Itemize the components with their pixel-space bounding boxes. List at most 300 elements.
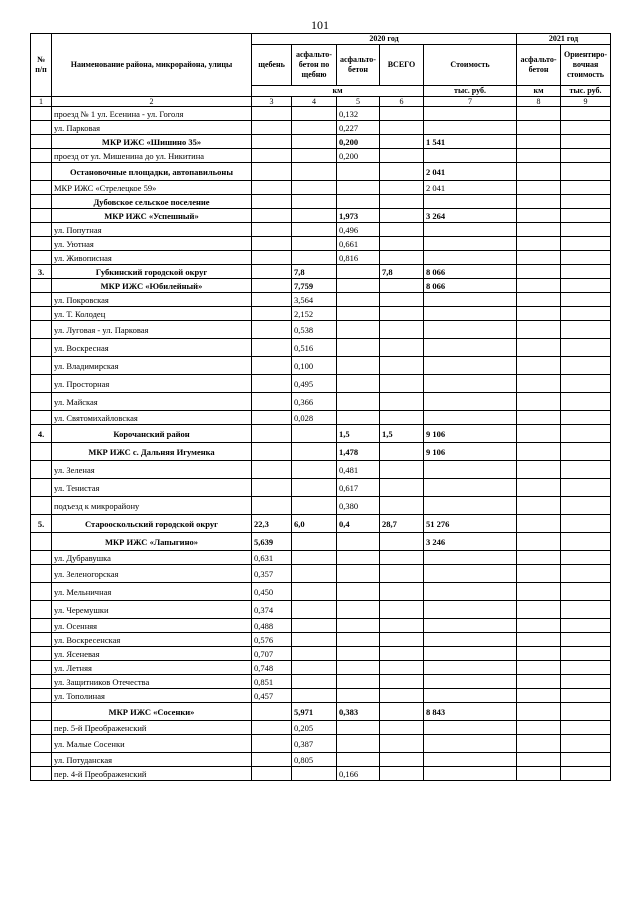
asph-gravel-km bbox=[292, 565, 337, 583]
asph-km: 0,617 bbox=[337, 479, 380, 497]
cost-value bbox=[424, 497, 517, 515]
est-cost-value bbox=[561, 321, 611, 339]
header-year-2021: 2021 год bbox=[517, 34, 611, 45]
asph-gravel-km: 0,387 bbox=[292, 735, 337, 753]
gravel-km bbox=[252, 279, 292, 293]
row-number bbox=[31, 135, 52, 149]
asph-km bbox=[337, 181, 380, 195]
asph-km bbox=[337, 533, 380, 551]
cost-value bbox=[424, 461, 517, 479]
header-col-total: ВСЕГО bbox=[380, 45, 424, 86]
asph-2021-km bbox=[517, 279, 561, 293]
est-cost-value bbox=[561, 223, 611, 237]
total-km bbox=[380, 121, 424, 135]
est-cost-value bbox=[561, 753, 611, 767]
row-number bbox=[31, 195, 52, 209]
est-cost-value bbox=[561, 675, 611, 689]
asph-2021-km bbox=[517, 251, 561, 265]
est-cost-value bbox=[561, 767, 611, 781]
asph-gravel-km bbox=[292, 479, 337, 497]
table-row bbox=[31, 583, 611, 601]
col-number: 6 bbox=[380, 97, 424, 107]
gravel-km bbox=[252, 237, 292, 251]
total-km bbox=[380, 209, 424, 223]
cost-value bbox=[424, 479, 517, 497]
table-row bbox=[31, 237, 611, 251]
asph-2021-km bbox=[517, 375, 561, 393]
asph-2021-km bbox=[517, 357, 561, 375]
asph-2021-km bbox=[517, 753, 561, 767]
asph-km bbox=[337, 279, 380, 293]
cost-value bbox=[424, 551, 517, 565]
est-cost-value bbox=[561, 583, 611, 601]
table-row bbox=[31, 703, 611, 721]
table-row bbox=[31, 339, 611, 357]
row-name: Дубовское сельское поселение bbox=[52, 195, 252, 209]
asph-km bbox=[337, 753, 380, 767]
asph-2021-km bbox=[517, 601, 561, 619]
asph-gravel-km: 7,8 bbox=[292, 265, 337, 279]
asph-2021-km bbox=[517, 209, 561, 223]
asph-2021-km bbox=[517, 647, 561, 661]
asph-2021-km bbox=[517, 583, 561, 601]
row-number bbox=[31, 647, 52, 661]
row-name: ул. Просторная bbox=[52, 375, 252, 393]
gravel-km: 0,576 bbox=[252, 633, 292, 647]
row-number bbox=[31, 565, 52, 583]
cost-value: 8 066 bbox=[424, 279, 517, 293]
asph-km bbox=[337, 411, 380, 425]
asph-gravel-km bbox=[292, 195, 337, 209]
cost-value: 3 246 bbox=[424, 533, 517, 551]
total-km: 7,8 bbox=[380, 265, 424, 279]
cost-value bbox=[424, 647, 517, 661]
row-number bbox=[31, 721, 52, 735]
est-cost-value bbox=[561, 411, 611, 425]
total-km bbox=[380, 411, 424, 425]
total-km bbox=[380, 633, 424, 647]
asph-km bbox=[337, 583, 380, 601]
gravel-km bbox=[252, 121, 292, 135]
asph-gravel-km bbox=[292, 149, 337, 163]
table-row bbox=[31, 181, 611, 195]
total-km bbox=[380, 753, 424, 767]
table-row bbox=[31, 735, 611, 753]
asph-2021-km bbox=[517, 619, 561, 633]
total-km bbox=[380, 533, 424, 551]
est-cost-value bbox=[561, 107, 611, 121]
row-number bbox=[31, 375, 52, 393]
asph-2021-km bbox=[517, 163, 561, 181]
row-number bbox=[31, 689, 52, 703]
cost-value bbox=[424, 121, 517, 135]
asph-gravel-km bbox=[292, 601, 337, 619]
asph-gravel-km bbox=[292, 533, 337, 551]
cost-value bbox=[424, 767, 517, 781]
asph-km bbox=[337, 321, 380, 339]
asph-km bbox=[337, 601, 380, 619]
table-row bbox=[31, 307, 611, 321]
row-name: МКР ИЖС «Юбилейный» bbox=[52, 279, 252, 293]
row-name: ул. Т. Колодец bbox=[52, 307, 252, 321]
gravel-km bbox=[252, 767, 292, 781]
total-km bbox=[380, 181, 424, 195]
asph-2021-km bbox=[517, 661, 561, 675]
cost-value bbox=[424, 107, 517, 121]
table-row bbox=[31, 107, 611, 121]
asph-2021-km bbox=[517, 479, 561, 497]
row-number: 5. bbox=[31, 515, 52, 533]
header-col-cost: Стоимость bbox=[424, 45, 517, 86]
est-cost-value bbox=[561, 735, 611, 753]
total-km bbox=[380, 583, 424, 601]
gravel-km bbox=[252, 357, 292, 375]
gravel-km bbox=[252, 339, 292, 357]
est-cost-value bbox=[561, 357, 611, 375]
gravel-km bbox=[252, 497, 292, 515]
total-km bbox=[380, 339, 424, 357]
cost-value: 2 041 bbox=[424, 163, 517, 181]
asph-gravel-km bbox=[292, 135, 337, 149]
est-cost-value bbox=[561, 307, 611, 321]
gravel-km bbox=[252, 265, 292, 279]
asph-2021-km bbox=[517, 443, 561, 461]
est-cost-value bbox=[561, 237, 611, 251]
row-number bbox=[31, 107, 52, 121]
col-number: 9 bbox=[561, 97, 611, 107]
asph-km bbox=[337, 619, 380, 633]
table-row bbox=[31, 265, 611, 279]
est-cost-value bbox=[561, 703, 611, 721]
header-unit-cost: тыс. руб. bbox=[424, 86, 517, 97]
row-name: ул. Воскресная bbox=[52, 339, 252, 357]
est-cost-value bbox=[561, 551, 611, 565]
est-cost-value bbox=[561, 633, 611, 647]
header-col-num: № п/п bbox=[31, 34, 52, 97]
asph-2021-km bbox=[517, 633, 561, 647]
row-name: ул. Малые Сосенки bbox=[52, 735, 252, 753]
row-name: Губкинский городской округ bbox=[52, 265, 252, 279]
asph-km: 1,478 bbox=[337, 443, 380, 461]
gravel-km bbox=[252, 411, 292, 425]
gravel-km: 22,3 bbox=[252, 515, 292, 533]
asph-2021-km bbox=[517, 307, 561, 321]
asph-km bbox=[337, 735, 380, 753]
row-number bbox=[31, 209, 52, 223]
row-name: МКР ИЖС «Шишино 35» bbox=[52, 135, 252, 149]
est-cost-value bbox=[561, 601, 611, 619]
gravel-km bbox=[252, 393, 292, 411]
asph-gravel-km bbox=[292, 689, 337, 703]
gravel-km bbox=[252, 223, 292, 237]
asph-2021-km bbox=[517, 425, 561, 443]
row-number bbox=[31, 551, 52, 565]
row-name: пер. 4-й Преображенский bbox=[52, 767, 252, 781]
est-cost-value bbox=[561, 497, 611, 515]
cost-value bbox=[424, 251, 517, 265]
row-name: ул. Воскресенская bbox=[52, 633, 252, 647]
asph-km: 0,4 bbox=[337, 515, 380, 533]
row-number bbox=[31, 767, 52, 781]
row-number bbox=[31, 443, 52, 461]
header-col-est-cost: Ориентиро-вочная стоимость bbox=[561, 45, 611, 86]
row-number bbox=[31, 163, 52, 181]
row-name: ул. Уютная bbox=[52, 237, 252, 251]
table-row bbox=[31, 121, 611, 135]
asph-gravel-km bbox=[292, 661, 337, 675]
asph-km: 0,816 bbox=[337, 251, 380, 265]
asph-gravel-km bbox=[292, 237, 337, 251]
cost-value: 9 106 bbox=[424, 443, 517, 461]
row-name: подъезд к микрорайону bbox=[52, 497, 252, 515]
asph-km bbox=[337, 375, 380, 393]
asph-gravel-km: 0,205 bbox=[292, 721, 337, 735]
table-row bbox=[31, 461, 611, 479]
gravel-km: 0,707 bbox=[252, 647, 292, 661]
row-name: Корочанский район bbox=[52, 425, 252, 443]
est-cost-value bbox=[561, 375, 611, 393]
row-number bbox=[31, 583, 52, 601]
asph-km bbox=[337, 689, 380, 703]
row-name: ул. Луговая - ул. Парковая bbox=[52, 321, 252, 339]
est-cost-value bbox=[561, 181, 611, 195]
gravel-km bbox=[252, 425, 292, 443]
table-row bbox=[31, 223, 611, 237]
total-km bbox=[380, 149, 424, 163]
table-row bbox=[31, 251, 611, 265]
gravel-km: 0,851 bbox=[252, 675, 292, 689]
row-name: ул. Майская bbox=[52, 393, 252, 411]
row-name: ул. Летняя bbox=[52, 661, 252, 675]
row-number bbox=[31, 497, 52, 515]
asph-2021-km bbox=[517, 107, 561, 121]
asph-gravel-km bbox=[292, 461, 337, 479]
asph-gravel-km: 0,028 bbox=[292, 411, 337, 425]
asph-2021-km bbox=[517, 721, 561, 735]
asph-gravel-km: 6,0 bbox=[292, 515, 337, 533]
table-row bbox=[31, 357, 611, 375]
asph-gravel-km bbox=[292, 675, 337, 689]
row-name: ул. Зеленогорская bbox=[52, 565, 252, 583]
gravel-km bbox=[252, 461, 292, 479]
asph-km bbox=[337, 661, 380, 675]
row-name: ул. Осенняя bbox=[52, 619, 252, 633]
asph-gravel-km: 3,564 bbox=[292, 293, 337, 307]
total-km bbox=[380, 689, 424, 703]
asph-km bbox=[337, 675, 380, 689]
asph-2021-km bbox=[517, 181, 561, 195]
gravel-km bbox=[252, 375, 292, 393]
row-number bbox=[31, 279, 52, 293]
asph-km bbox=[337, 565, 380, 583]
est-cost-value bbox=[561, 533, 611, 551]
asph-gravel-km: 0,538 bbox=[292, 321, 337, 339]
cost-value bbox=[424, 195, 517, 209]
table-row bbox=[31, 675, 611, 689]
row-name: Остановочные площадки, автопавильоны bbox=[52, 163, 252, 181]
asph-gravel-km: 7,759 bbox=[292, 279, 337, 293]
asph-km bbox=[337, 647, 380, 661]
total-km bbox=[380, 279, 424, 293]
table-row bbox=[31, 753, 611, 767]
est-cost-value bbox=[561, 251, 611, 265]
est-cost-value bbox=[561, 565, 611, 583]
asph-km bbox=[337, 633, 380, 647]
row-number bbox=[31, 223, 52, 237]
asph-km: 0,481 bbox=[337, 461, 380, 479]
gravel-km bbox=[252, 209, 292, 223]
row-name: ул. Потуданская bbox=[52, 753, 252, 767]
row-name: МКР ИЖС с. Дальняя Игуменка bbox=[52, 443, 252, 461]
total-km bbox=[380, 251, 424, 265]
cost-value bbox=[424, 375, 517, 393]
row-number bbox=[31, 479, 52, 497]
asph-km bbox=[337, 163, 380, 181]
asph-gravel-km bbox=[292, 551, 337, 565]
cost-value: 9 106 bbox=[424, 425, 517, 443]
asph-2021-km bbox=[517, 149, 561, 163]
asph-2021-km bbox=[517, 293, 561, 307]
table-row bbox=[31, 293, 611, 307]
cost-value: 3 264 bbox=[424, 209, 517, 223]
est-cost-value bbox=[561, 195, 611, 209]
table-row bbox=[31, 767, 611, 781]
row-number bbox=[31, 149, 52, 163]
asph-km bbox=[337, 265, 380, 279]
gravel-km: 5,639 bbox=[252, 533, 292, 551]
row-number bbox=[31, 339, 52, 357]
table-row bbox=[31, 497, 611, 515]
asph-km: 1,973 bbox=[337, 209, 380, 223]
column-numbers-row bbox=[31, 97, 611, 107]
row-name: ул. Ясеневая bbox=[52, 647, 252, 661]
row-number bbox=[31, 533, 52, 551]
total-km bbox=[380, 107, 424, 121]
table-header-row-1 bbox=[31, 34, 611, 45]
est-cost-value bbox=[561, 339, 611, 357]
asph-2021-km bbox=[517, 533, 561, 551]
est-cost-value bbox=[561, 721, 611, 735]
asph-2021-km bbox=[517, 565, 561, 583]
gravel-km: 0,374 bbox=[252, 601, 292, 619]
asph-km: 1,5 bbox=[337, 425, 380, 443]
row-number bbox=[31, 121, 52, 135]
row-name: ул. Покровская bbox=[52, 293, 252, 307]
row-number bbox=[31, 357, 52, 375]
table-row bbox=[31, 479, 611, 497]
row-number bbox=[31, 237, 52, 251]
row-number bbox=[31, 293, 52, 307]
cost-value bbox=[424, 321, 517, 339]
total-km bbox=[380, 375, 424, 393]
cost-value bbox=[424, 223, 517, 237]
gravel-km bbox=[252, 753, 292, 767]
cost-value bbox=[424, 307, 517, 321]
asph-gravel-km bbox=[292, 633, 337, 647]
total-km bbox=[380, 307, 424, 321]
row-number bbox=[31, 633, 52, 647]
est-cost-value bbox=[561, 265, 611, 279]
asph-km: 0,496 bbox=[337, 223, 380, 237]
total-km bbox=[380, 135, 424, 149]
asph-2021-km bbox=[517, 393, 561, 411]
gravel-km bbox=[252, 293, 292, 307]
table-row bbox=[31, 411, 611, 425]
asph-gravel-km bbox=[292, 583, 337, 601]
gravel-km bbox=[252, 251, 292, 265]
gravel-km bbox=[252, 443, 292, 461]
asph-2021-km bbox=[517, 497, 561, 515]
asph-km bbox=[337, 551, 380, 565]
row-name: ул. Тополиная bbox=[52, 689, 252, 703]
est-cost-value bbox=[561, 279, 611, 293]
asph-2021-km bbox=[517, 689, 561, 703]
row-number bbox=[31, 393, 52, 411]
est-cost-value bbox=[561, 163, 611, 181]
cost-value bbox=[424, 689, 517, 703]
header-year-2020: 2020 год bbox=[252, 34, 517, 45]
asph-2021-km bbox=[517, 675, 561, 689]
asph-2021-km bbox=[517, 339, 561, 357]
row-name: пер. 5-й Преображенский bbox=[52, 721, 252, 735]
header-unit-km: км bbox=[252, 86, 424, 97]
cost-value bbox=[424, 661, 517, 675]
asph-km: 0,166 bbox=[337, 767, 380, 781]
gravel-km bbox=[252, 703, 292, 721]
cost-value bbox=[424, 565, 517, 583]
gravel-km bbox=[252, 721, 292, 735]
table-row bbox=[31, 565, 611, 583]
col-number: 8 bbox=[517, 97, 561, 107]
asph-gravel-km bbox=[292, 647, 337, 661]
table-row bbox=[31, 393, 611, 411]
asph-gravel-km bbox=[292, 181, 337, 195]
row-name: МКР ИЖС «Стрелецкое 59» bbox=[52, 181, 252, 195]
total-km bbox=[380, 195, 424, 209]
asph-2021-km bbox=[517, 121, 561, 135]
total-km bbox=[380, 735, 424, 753]
cost-value: 51 276 bbox=[424, 515, 517, 533]
asph-gravel-km bbox=[292, 223, 337, 237]
asph-gravel-km bbox=[292, 107, 337, 121]
total-km bbox=[380, 601, 424, 619]
row-number bbox=[31, 703, 52, 721]
est-cost-value bbox=[561, 393, 611, 411]
table-row bbox=[31, 375, 611, 393]
total-km bbox=[380, 293, 424, 307]
table-row bbox=[31, 195, 611, 209]
gravel-km bbox=[252, 135, 292, 149]
asph-2021-km bbox=[517, 195, 561, 209]
row-name: ул. Зеленая bbox=[52, 461, 252, 479]
asph-km bbox=[337, 393, 380, 411]
gravel-km bbox=[252, 149, 292, 163]
col-number: 1 bbox=[31, 97, 52, 107]
asph-km: 0,380 bbox=[337, 497, 380, 515]
asph-gravel-km bbox=[292, 443, 337, 461]
table-row bbox=[31, 425, 611, 443]
table-row bbox=[31, 661, 611, 675]
asph-gravel-km: 0,100 bbox=[292, 357, 337, 375]
est-cost-value bbox=[561, 479, 611, 497]
cost-value bbox=[424, 149, 517, 163]
gravel-km bbox=[252, 107, 292, 121]
header-col-name: Наименование района, микрорайона, улицы bbox=[52, 34, 252, 97]
header-col-asph-gravel: асфальто-бетон по щебню bbox=[292, 45, 337, 86]
asph-gravel-km bbox=[292, 619, 337, 633]
asph-gravel-km: 0,495 bbox=[292, 375, 337, 393]
asph-2021-km bbox=[517, 735, 561, 753]
